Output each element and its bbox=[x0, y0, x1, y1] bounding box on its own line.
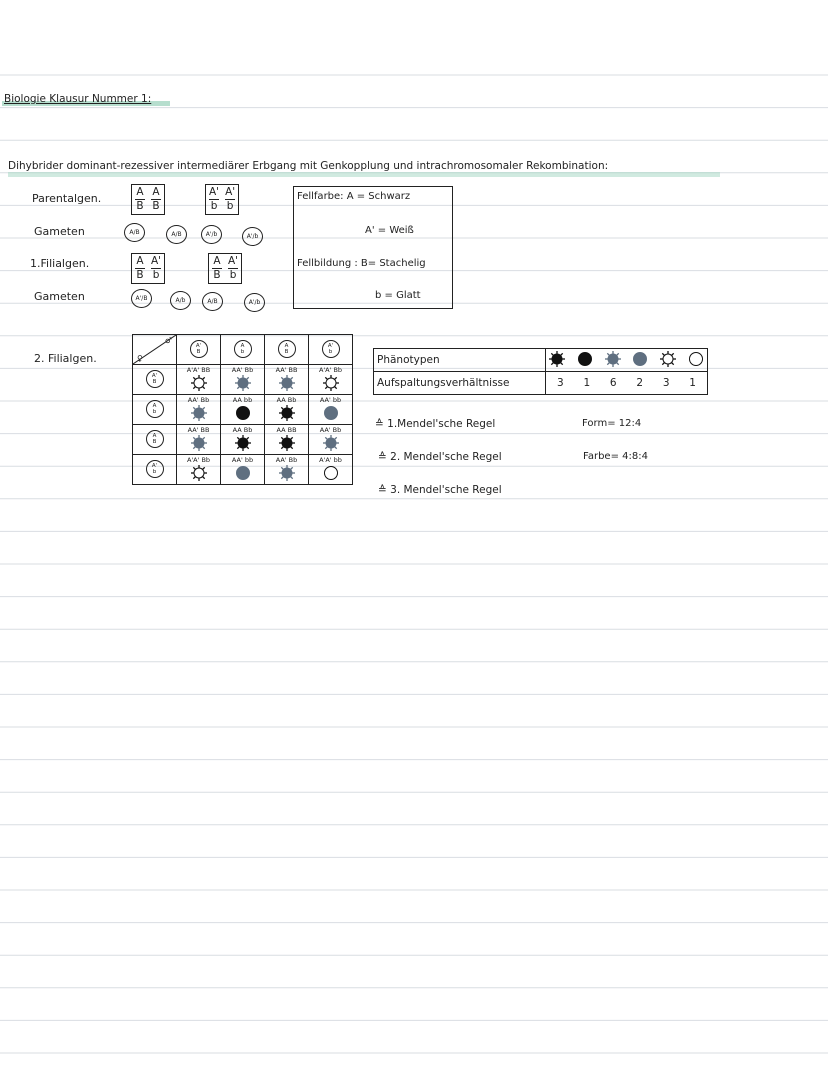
phenotype-icon bbox=[177, 375, 220, 391]
row-header-1: A' B bbox=[133, 365, 177, 395]
gamete-1-2: A/B bbox=[166, 225, 187, 244]
pheno-label: Phänotypen bbox=[374, 349, 546, 372]
f1-genotype-2: A B A' b bbox=[208, 253, 242, 284]
legend-weiss: A' = Weiß bbox=[365, 225, 414, 236]
label-parental: Parentalgen. bbox=[32, 192, 102, 205]
phenotype-icon bbox=[549, 351, 565, 370]
phenotype-icon bbox=[309, 405, 352, 421]
phenotype-icon bbox=[221, 405, 264, 421]
punnett-square bbox=[132, 334, 353, 485]
parental-genotype-1: A B A B bbox=[131, 184, 165, 215]
phenotype-icon bbox=[660, 351, 676, 370]
col-header-2: A b bbox=[221, 335, 265, 365]
punnett-cell-2-4: AA' bb bbox=[309, 395, 353, 425]
label-f2: 2. Filialgen. bbox=[34, 352, 97, 365]
col-header-4: A' b bbox=[309, 335, 353, 365]
punnett-cell-2-3: AA Bb bbox=[265, 395, 309, 425]
punnett-cell-4-1: A'A' Bb bbox=[177, 455, 221, 485]
rule-2: ≙ 2. Mendel'sche Regel bbox=[378, 451, 502, 463]
male-symbol: ♂ bbox=[164, 336, 172, 345]
phenotype-icon bbox=[265, 405, 308, 421]
row-header-4: A' b bbox=[133, 455, 177, 485]
phenotype-icon bbox=[265, 435, 308, 451]
col-header-1: A' B bbox=[177, 335, 221, 365]
pheno-icons bbox=[546, 349, 708, 372]
punnett-cell-3-3: AA BB bbox=[265, 425, 309, 455]
row-header-2: A b bbox=[133, 395, 177, 425]
parental-genotype-2: A' b A' b bbox=[205, 184, 239, 215]
phenotype-icon bbox=[309, 375, 352, 391]
phenotype-icon bbox=[309, 435, 352, 451]
phenotype-icon bbox=[177, 405, 220, 421]
punnett-cell-1-1: A'A' BB bbox=[177, 365, 221, 395]
rule-3: ≙ 3. Mendel'sche Regel bbox=[378, 484, 502, 496]
punnett-cell-1-3: AA' BB bbox=[265, 365, 309, 395]
ratio-label: Aufspaltungsverhältnisse bbox=[374, 372, 546, 395]
female-symbol: ♀ bbox=[137, 354, 143, 363]
punnett-cell-1-4: A'A' Bb bbox=[309, 365, 353, 395]
phenotype-table bbox=[373, 348, 708, 395]
phenotype-icon bbox=[177, 465, 220, 481]
punnett-cell-2-2: AA bb bbox=[221, 395, 265, 425]
phenotype-icon bbox=[632, 351, 648, 370]
legend-fellfarbe: Fellfarbe: A = Schwarz bbox=[297, 191, 411, 202]
gamete-1-4: A'/b bbox=[242, 227, 263, 246]
rule-1: ≙ 1.Mendel'sche Regel bbox=[375, 418, 496, 430]
punnett-cell-4-3: AA' Bb bbox=[265, 455, 309, 485]
col-header-3: A B bbox=[265, 335, 309, 365]
phenotype-icon bbox=[265, 465, 308, 481]
form-ratio: Form= 12:4 bbox=[582, 418, 642, 429]
legend-glatt: b = Glatt bbox=[375, 290, 421, 301]
punnett-cell-4-4: A'A' bb bbox=[309, 455, 353, 485]
label-gameten-2: Gameten bbox=[34, 290, 85, 303]
punnett-cell-4-2: AA' bb bbox=[221, 455, 265, 485]
phenotype-icon bbox=[221, 435, 264, 451]
row-header-3: A B bbox=[133, 425, 177, 455]
phenotype-icon bbox=[221, 375, 264, 391]
farbe-ratio: Farbe= 4:8:4 bbox=[583, 451, 648, 462]
page-title: Biologie Klausur Nummer 1: bbox=[4, 93, 152, 105]
punnett-cell-3-2: AA Bb bbox=[221, 425, 265, 455]
punnett-corner bbox=[133, 335, 177, 365]
phenotype-icon bbox=[577, 351, 593, 370]
legend-box bbox=[293, 186, 453, 309]
f1-genotype-1: A B A' b bbox=[131, 253, 165, 284]
legend-fellbildung: Fellbildung : B= Stachelig bbox=[297, 258, 426, 269]
gamete-2-3: A/B bbox=[202, 292, 223, 311]
phenotype-icon bbox=[688, 351, 704, 370]
heading: Dihybrider dominant-rezessiver intermediärer Erbgang mit Genkopplung und intrachromosomaler Rekombination: bbox=[8, 160, 609, 172]
phenotype-icon bbox=[221, 465, 264, 481]
label-f1: 1.Filialgen. bbox=[30, 257, 90, 270]
phenotype-icon bbox=[605, 351, 621, 370]
punnett-cell-2-1: AA' Bb bbox=[177, 395, 221, 425]
phenotype-icon bbox=[309, 465, 352, 481]
heading-highlight bbox=[8, 172, 720, 177]
punnett-cell-3-1: AA' BB bbox=[177, 425, 221, 455]
ratio-values: 3 1 6 2 3 1 bbox=[546, 372, 708, 395]
gamete-1-1: A/B bbox=[124, 223, 145, 242]
phenotype-icon bbox=[177, 435, 220, 451]
phenotype-icon bbox=[265, 375, 308, 391]
gamete-2-1: A'/B bbox=[131, 289, 152, 308]
punnett-cell-1-2: AA' Bb bbox=[221, 365, 265, 395]
punnett-cell-3-4: AA' Bb bbox=[309, 425, 353, 455]
gamete-2-2: A/b bbox=[170, 291, 191, 310]
gamete-1-3: A'/b bbox=[201, 225, 222, 244]
gamete-2-4: A'/b bbox=[244, 293, 265, 312]
label-gameten-1: Gameten bbox=[34, 225, 85, 238]
